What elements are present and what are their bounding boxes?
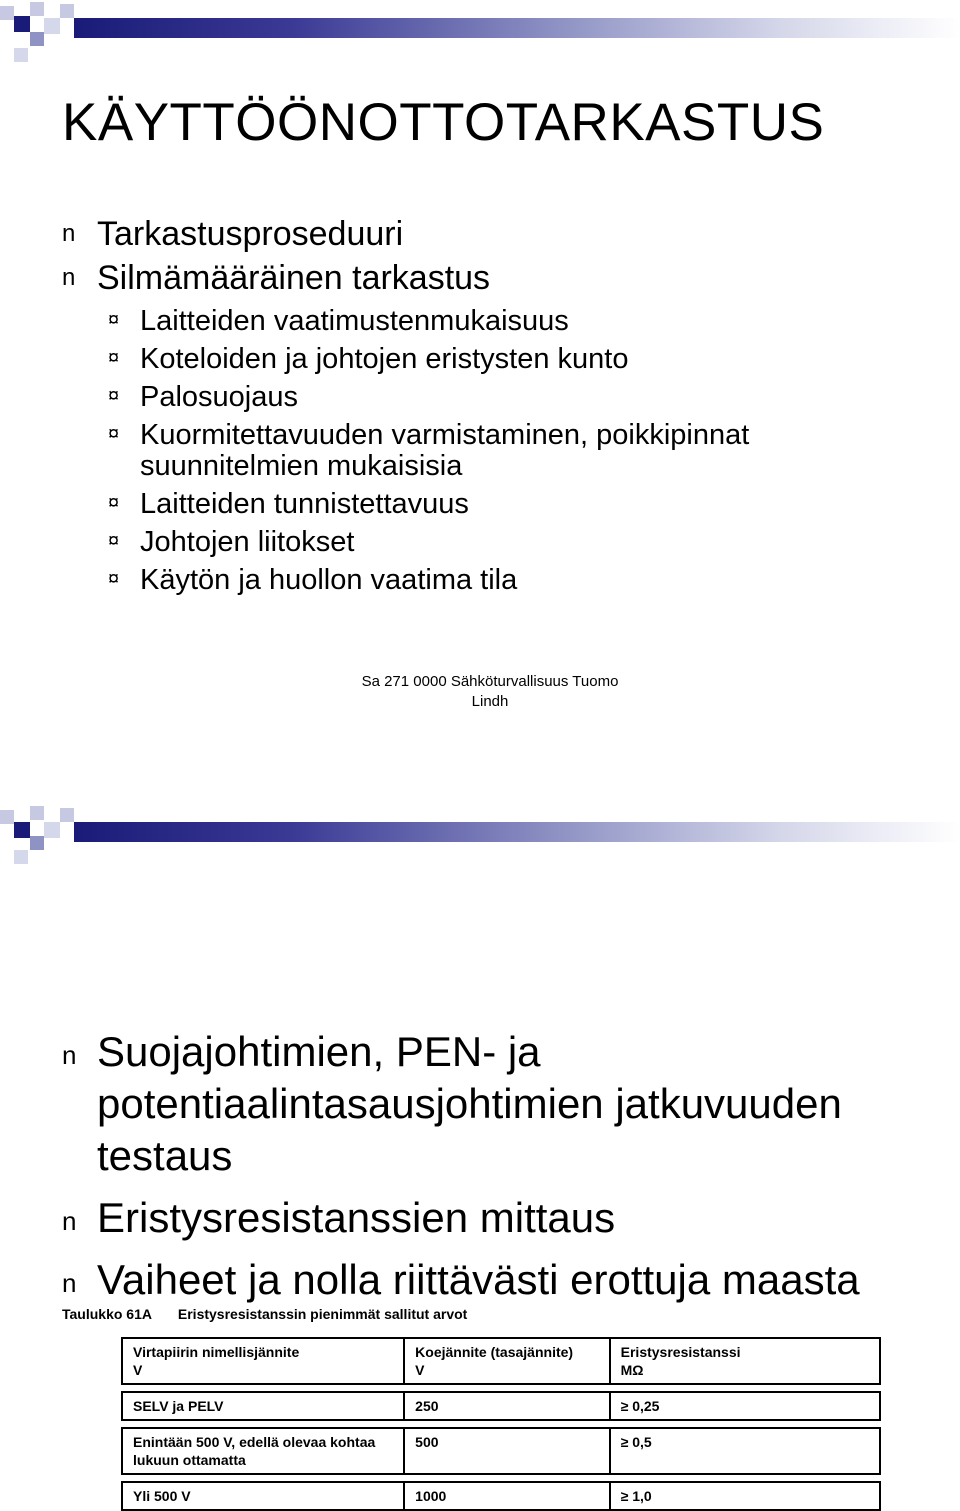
cell-resistance: ≥ 0,5 bbox=[610, 1428, 880, 1474]
decor-square bbox=[44, 822, 60, 838]
sub-bullet-marker-icon: ¤ bbox=[108, 530, 120, 552]
cell-nominal: SELV ja PELV bbox=[122, 1392, 404, 1420]
header-decoration bbox=[0, 800, 960, 866]
bullet-text: Vaiheet ja nolla riittävästi erottuja maasta bbox=[97, 1256, 860, 1303]
sub-bullet-marker-icon: ¤ bbox=[108, 492, 120, 514]
sub-bullet-marker-icon: ¤ bbox=[108, 309, 120, 331]
header-cell bbox=[122, 1338, 404, 1384]
cell-resistance: ≥ 0,25 bbox=[610, 1392, 880, 1420]
sub-bullet-item bbox=[0, 382, 860, 413]
cell-test-voltage: 250 bbox=[404, 1392, 609, 1420]
header-gradient-bar bbox=[74, 822, 960, 842]
decor-square bbox=[14, 822, 30, 838]
table-caption bbox=[62, 1306, 467, 1322]
sub-bullet-item bbox=[0, 344, 860, 375]
sub-bullet-text: Käytön ja huollon vaatima tila bbox=[140, 564, 518, 596]
decor-square bbox=[30, 32, 44, 46]
sub-bullet-text: Palosuojaus bbox=[140, 381, 298, 413]
header-decoration bbox=[0, 0, 960, 66]
bullet-marker-icon: n bbox=[62, 220, 76, 247]
table-header-row bbox=[122, 1338, 880, 1384]
bullet-text: Suojajohtimien, PEN- ja potentiaalintasausjohtimien jatkuvuuden testaus bbox=[97, 1028, 842, 1179]
bullet-marker-icon: n bbox=[62, 1040, 77, 1070]
header-text: Virtapiirin nimellisjännite bbox=[133, 1344, 300, 1360]
bullet-list-slide-2 bbox=[0, 1026, 900, 1316]
header-text: Koejännite (tasajännite) bbox=[415, 1344, 574, 1360]
header-unit: MΩ bbox=[620, 1362, 644, 1378]
table-spacer bbox=[122, 1474, 880, 1482]
bullet-item bbox=[0, 212, 490, 256]
sub-bullet-item bbox=[0, 527, 860, 558]
table-spacer bbox=[122, 1420, 880, 1428]
footer-line: Lindh bbox=[471, 693, 509, 710]
sub-bullet-list bbox=[0, 306, 860, 603]
sub-bullet-text: Laitteiden tunnistettavuus bbox=[140, 488, 469, 520]
decor-square bbox=[30, 806, 44, 820]
table-spacer bbox=[122, 1384, 880, 1392]
sub-bullet-text: Kuormitettavuuden varmistaminen, poikkipinnat suunnitelmien mukaisisia bbox=[140, 419, 750, 482]
insulation-resistance-table bbox=[121, 1337, 881, 1511]
decor-square bbox=[0, 6, 14, 20]
decor-square bbox=[14, 48, 28, 62]
bullet-marker-icon: n bbox=[62, 264, 76, 291]
slide-footer bbox=[0, 672, 960, 712]
cell-nominal: Enintään 500 V, edellä olevaa kohtaa lukuun ottamatta bbox=[122, 1428, 404, 1474]
cell-test-voltage: 500 bbox=[404, 1428, 609, 1474]
cell-resistance: ≥ 1,0 bbox=[610, 1482, 880, 1510]
bullet-item bbox=[0, 256, 490, 300]
decor-square bbox=[30, 2, 44, 16]
sub-bullet-item bbox=[0, 565, 860, 596]
sub-bullet-marker-icon: ¤ bbox=[108, 423, 120, 445]
sub-bullet-item bbox=[0, 306, 860, 337]
decor-square bbox=[14, 16, 30, 32]
header-gradient-bar bbox=[74, 18, 960, 38]
bullet-list bbox=[0, 212, 490, 300]
sub-bullet-item bbox=[0, 420, 860, 482]
header-unit: V bbox=[415, 1362, 425, 1378]
sub-bullet-item bbox=[0, 489, 860, 520]
decor-square bbox=[60, 4, 74, 18]
sub-bullet-text: Koteloiden ja johtojen eristysten kunto bbox=[140, 343, 629, 375]
sub-bullet-marker-icon: ¤ bbox=[108, 347, 120, 369]
header-unit: V bbox=[133, 1362, 143, 1378]
slide-title: KÄYTTÖÖNOTTOTARKASTUS bbox=[62, 93, 825, 152]
bullet-item bbox=[0, 1192, 900, 1244]
cell-test-voltage: 1000 bbox=[404, 1482, 609, 1510]
bullet-item bbox=[0, 1026, 900, 1182]
table-label: Taulukko 61A bbox=[62, 1306, 152, 1322]
table-title: Eristysresistanssin pienimmät sallitut arvot bbox=[177, 1306, 468, 1322]
table-row bbox=[122, 1482, 880, 1510]
decor-square bbox=[0, 810, 14, 824]
table-row bbox=[122, 1428, 880, 1474]
bullet-marker-icon: n bbox=[62, 1268, 77, 1298]
header-cell bbox=[404, 1338, 609, 1384]
bullet-text: Eristysresistanssien mittaus bbox=[97, 1194, 616, 1241]
sub-bullet-text: Johtojen liitokset bbox=[140, 526, 355, 558]
header-cell bbox=[610, 1338, 880, 1384]
table-row bbox=[122, 1392, 880, 1420]
header-text: Eristysresistanssi bbox=[620, 1344, 741, 1360]
decor-square bbox=[60, 808, 74, 822]
sub-bullet-marker-icon: ¤ bbox=[108, 385, 120, 407]
sub-bullet-marker-icon: ¤ bbox=[108, 568, 120, 590]
bullet-marker-icon: n bbox=[62, 1206, 77, 1236]
decor-square bbox=[14, 850, 28, 864]
decor-square bbox=[44, 18, 60, 34]
bullet-item bbox=[0, 1254, 900, 1306]
decor-square bbox=[30, 836, 44, 850]
cell-nominal: Yli 500 V bbox=[122, 1482, 404, 1510]
bullet-text: Silmämääräinen tarkastus bbox=[97, 259, 491, 297]
sub-bullet-text: Laitteiden vaatimustenmukaisuus bbox=[140, 305, 569, 337]
bullet-text: Tarkastusproseduuri bbox=[97, 215, 404, 253]
footer-line: Sa 271 0000 Sähköturvallisuus Tuomo bbox=[361, 673, 619, 690]
